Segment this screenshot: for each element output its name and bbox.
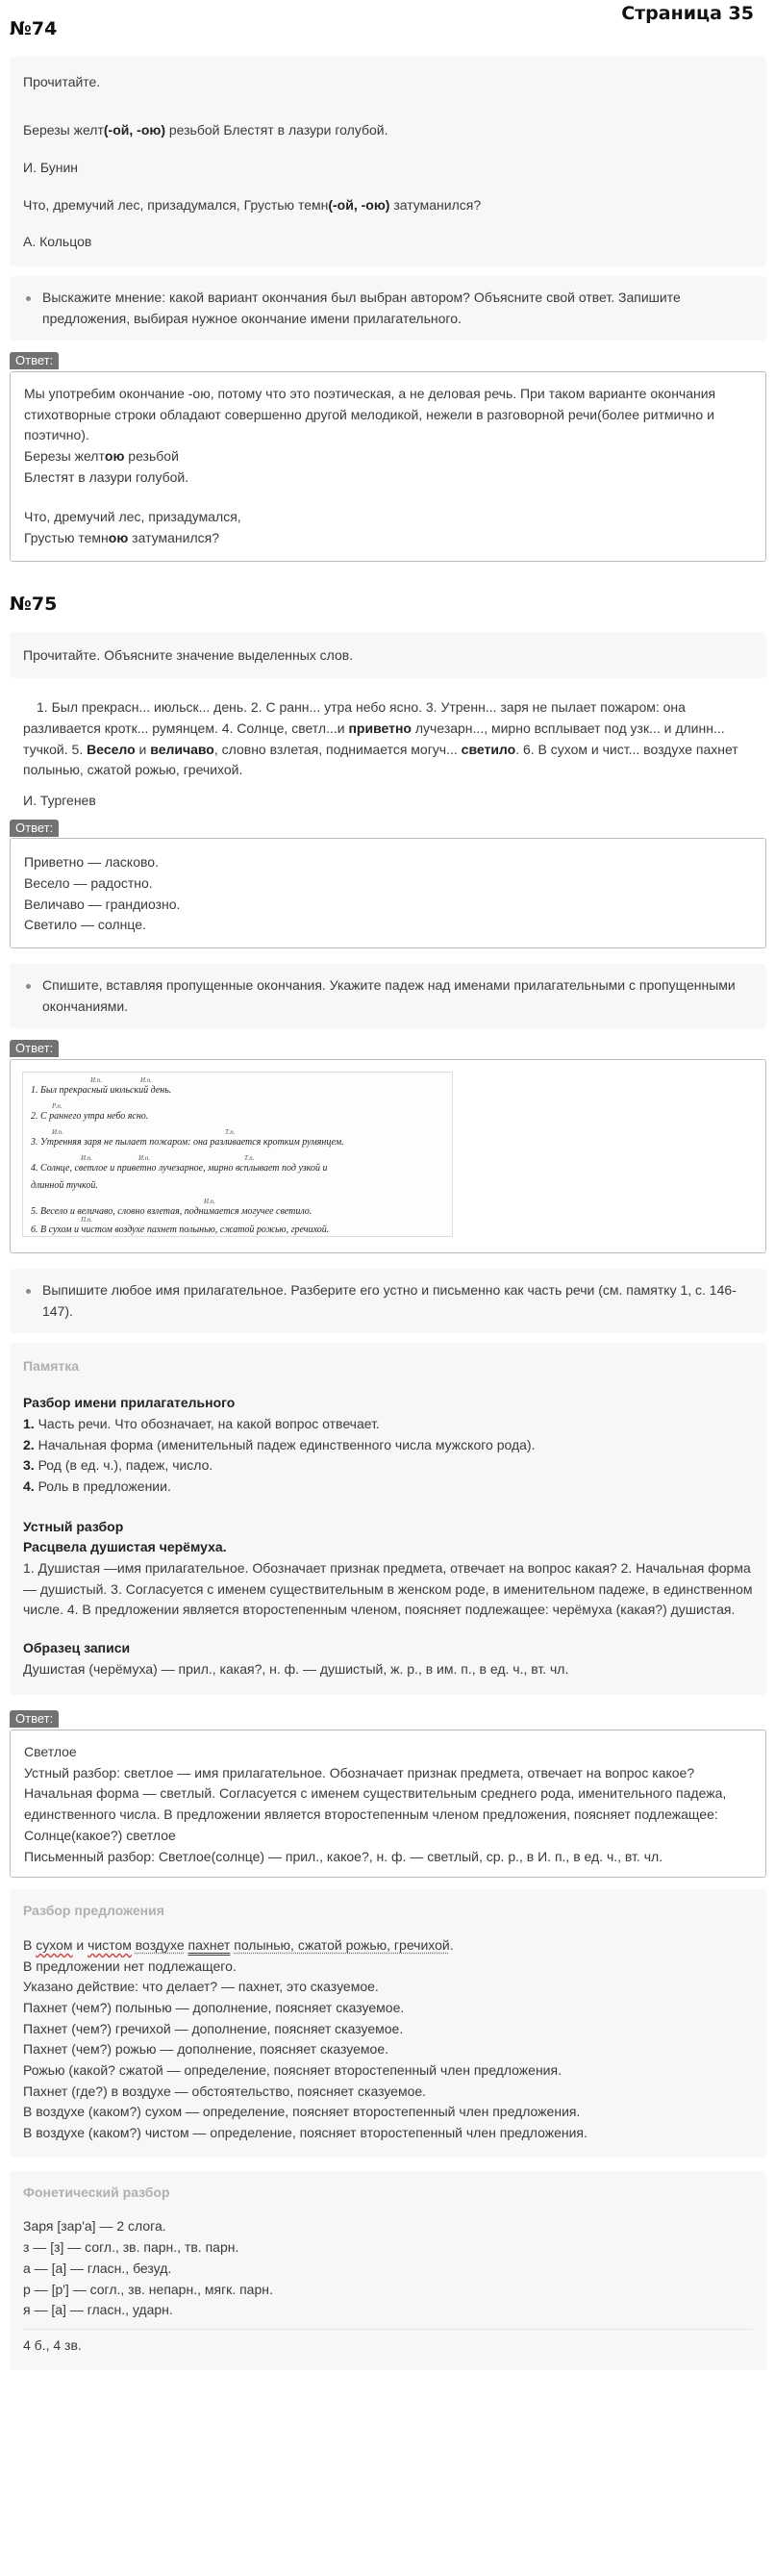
case-label: И.п. (140, 1076, 153, 1085)
answer-block (10, 1038, 766, 1253)
sentence-parse-box (10, 1889, 766, 2158)
task-75-instruction-box (10, 632, 766, 678)
phonetic-line: Заря [зар'а] — 2 слога. (23, 2218, 166, 2235)
phonetic-summary: 4 б., 4 зв. (23, 2336, 82, 2353)
answer-text: затуманился? (128, 530, 219, 546)
task-bullet (10, 964, 766, 1028)
task-74-number: №74 (10, 18, 58, 39)
answer-box (10, 838, 766, 948)
memo-item-text: Начальная форма (именительный падеж единственного числа мужского рода). (34, 1436, 536, 1452)
text-fragment: , словно взлетая, поднимается могуч... (213, 741, 462, 757)
poem-text: затуманился? (389, 196, 482, 213)
parse-line: Рожью (какой? сжатой — определение, поясняет второстепенный член предложения. (23, 2062, 562, 2078)
memo-item-text: Часть речи. Что обозначает, на какой вопрос отвечает. (34, 1415, 380, 1431)
task-75-text (10, 678, 766, 781)
answer-text: резьбой (124, 448, 179, 464)
answer-line: Приветно — ласково. (24, 854, 159, 871)
parse-text: и (72, 1936, 88, 1953)
task-74-section (10, 15, 766, 562)
answer-line (24, 528, 752, 549)
parse-line: Пахнет (чем?) гречихой — дополнение, поясняет сказуемое. (23, 2020, 404, 2036)
text-fragment: . 6. В сухом и чист... воздухе пахнет полынью, сжатой рожью, гречихой. (23, 741, 738, 778)
answer-box (10, 1730, 766, 1878)
parse-line: В воздухе (каком?) сухом — определение, поясняет второстепенный член предложения. (23, 2104, 581, 2120)
memo-item-number: 3. (23, 1457, 35, 1474)
answer-line: Солнце(какое?) светлое (24, 1827, 176, 1843)
memo-item-text: Роль в предложении. (34, 1477, 171, 1494)
scan-line: 4. Солнце, светлое и приветно лучезарное, мирно всплывает под узкой и (31, 1163, 328, 1174)
parse-text: В (23, 1936, 37, 1953)
parse-word: чистом (88, 1936, 132, 1953)
case-label: И.п. (90, 1076, 103, 1085)
parse-line: Пахнет (чем?) полынью — дополнение, поясняет сказуемое. (23, 1999, 405, 2015)
highlighted-word: светило (461, 741, 516, 757)
case-label: Т.п. (225, 1128, 236, 1137)
task-75-section (10, 591, 766, 2370)
memo-item-text: Род (в ед. ч.), падеж, число. (34, 1457, 213, 1474)
phonetic-title: Фонетический разбор (23, 2184, 170, 2200)
answer-tag: Ответ: (10, 1040, 59, 1057)
memo-item (23, 1477, 753, 1498)
memo-item-number: 4. (23, 1477, 35, 1494)
answer-box (10, 371, 766, 562)
scan-line: 2. С раннего утра небо ясно. (31, 1111, 149, 1123)
answer-box (10, 1059, 766, 1253)
memo-heading: Разбор имени прилагательного (23, 1395, 236, 1411)
poem-line-1 (23, 120, 753, 141)
scan-line: 1. Был прекрасный июльский день. (31, 1085, 172, 1097)
highlighted-word: Весело (87, 741, 136, 757)
answer-tag: Ответ: (10, 820, 59, 837)
memo-heading: Устный разбор (23, 1518, 124, 1534)
scan-line: длинной тучкой. (31, 1180, 98, 1192)
answer-text: Березы желт (24, 448, 105, 464)
sentence-parse-title: Разбор предложения (23, 1903, 164, 1919)
memo-item (23, 1414, 753, 1435)
answer-tag: Ответ: (10, 352, 59, 369)
memo-box (10, 1343, 766, 1695)
answer-line: Устный разбор: светлое — имя прилагательное. Обозначает признак предмета, отвечает на вопрос какое? Начальная форма — светлый. Согласуется с именем существительным среднего рода, именительного падежа, единственного числа. В предложении является второстепенным членом предложения, поясняет подлежащее: (24, 1764, 727, 1823)
scan-line: 3. Утренняя заря не пылает пожаром: она разливается кротким румянцем. (31, 1137, 344, 1149)
answer-line: Светило — солнце. (24, 917, 146, 933)
highlighted-word: величаво (150, 741, 214, 757)
answer-line: Величаво — грандиозно. (24, 896, 181, 912)
author-name: И. Тургенев (23, 792, 96, 808)
phonetic-line: а — [а] — гласн., безуд. (23, 2260, 172, 2276)
parse-word: сухом (36, 1936, 73, 1953)
answer-block (10, 818, 766, 948)
divider (23, 2329, 753, 2357)
handwritten-answer-image (22, 1072, 453, 1237)
poem-text: Березы желт (23, 122, 104, 139)
parsed-sentence (23, 1935, 753, 1957)
poem-text: резьбой Блестят в лазури голубой. (164, 122, 388, 139)
task-bullet (10, 1269, 766, 1333)
answer-line: Что, дремучий лес, призадумался, (24, 509, 241, 525)
memo-item-number: 2. (23, 1436, 35, 1452)
memo-item (23, 1435, 753, 1456)
answer-line: Блестят в лазури голубой. (24, 468, 189, 485)
case-label: И.п. (204, 1198, 216, 1206)
highlighted-word: приветно (348, 720, 412, 736)
author-name: А. Кольцов (23, 234, 92, 250)
memo-text: Душистая (черёмуха) — прил., какая?, н. ф. — душистый, ж. р., в им. п., в ед. ч., вт. чл. (23, 1660, 569, 1677)
parse-text: . (449, 1936, 454, 1953)
instruction: Прочитайте. Объясните значение выделенных слов. (23, 647, 354, 664)
page-label: Страница 35 (621, 3, 754, 24)
answer-line: Светлое (24, 1744, 77, 1760)
answer-ending: ою (104, 448, 125, 464)
memo-heading: Образец записи (23, 1640, 131, 1655)
case-label: Т.п. (244, 1154, 255, 1163)
task-bullet-text: Спишите, вставляя пропущенные окончания. Укажите падеж над именами прилагательными с пропущенными окончаниями. (42, 977, 736, 1014)
case-label: И.п. (81, 1154, 93, 1163)
text-fragment: и (135, 741, 151, 757)
parse-line: В предложении нет подлежащего. (23, 1957, 237, 1974)
case-label: Р.п. (52, 1102, 62, 1111)
poem-line-2 (23, 195, 753, 216)
task-bullet-text: Выскажите мнение: какой вариант окончания был выбран автором? Объясните свой ответ. Запишите предложения, выбирая нужное окончание имени прилагательного. (42, 289, 681, 326)
task-74-text-box (10, 57, 766, 265)
answer-line (24, 446, 752, 467)
parse-word: полынью, сжатой рожью, гречихой (234, 1936, 450, 1953)
answer-ending: ою (108, 530, 129, 546)
answer-text: Грустью темн (24, 530, 109, 546)
task-bullet (10, 276, 766, 341)
answer-line: Весело — радостно. (24, 874, 153, 891)
poem-ending-options: (-ой, -ою) (328, 196, 390, 213)
instruction: Прочитайте. (23, 74, 101, 90)
memo-text: 1. Душистая —имя прилагательное. Обозначает признак предмета, отвечает на вопрос какая? 2. Начальная форма — душистый. 3. Согласуется с именем существительным в женском роде, в именительном падеже, в единственном числе. 4. В предложении является второстепенным членом, поясняет подлежащее: черёмуха (какая?) душистая. (23, 1559, 753, 1618)
memo-example: Расцвела душистая черёмуха. (23, 1539, 227, 1555)
answer-block (10, 350, 766, 562)
case-label: П.п. (81, 1216, 93, 1225)
case-label: И.п. (138, 1154, 151, 1163)
memo-item-number: 1. (23, 1415, 35, 1431)
author-name: И. Бунин (23, 159, 79, 175)
scan-line: 6. В сухом и чистом воздухе пахнет полынью, сжатой рожью, гречихой. (31, 1225, 330, 1236)
task-bullet-text: Выпишите любое имя прилагательное. Разберите его устно и письменно как часть речи (см. памятку 1, с. 146-147). (42, 1282, 737, 1319)
phonetic-box (10, 2171, 766, 2370)
answer-line: Мы употребим окончание -ою, потому что это поэтическая, а не деловая речь. При таком варианте окончания стихотворные строки обладают совершенно другой мелодикой, нежели в разговорной речи(более ритмично и поэтично). (24, 385, 716, 443)
parse-line: Пахнет (чем?) рожью — дополнение, поясняет сказуемое. (23, 2041, 389, 2058)
parse-word: воздухе (135, 1936, 185, 1953)
text-fragment: лучезарн..., мирно всплывает под узк... и длинн... тучкой. 5. (23, 720, 725, 757)
memo-item (23, 1455, 753, 1477)
phonetic-line: з — [з] — согл., зв. парн., тв. парн. (23, 2239, 239, 2256)
answer-tag: Ответ: (10, 1710, 59, 1728)
parse-line: Пахнет (где?) в воздухе — обстоятельство, поясняет сказуемое. (23, 2083, 427, 2099)
answer-line: Письменный разбор: Светлое(солнце) — прил., какое?, н. ф. — светлый, ср. р., в И. п., в ед. ч., вт. чл. (24, 1848, 663, 1864)
scan-line: 5. Весело и величаво, словно взлетая, поднимается могучее светило. (31, 1206, 312, 1218)
parse-word: пахнет (188, 1936, 231, 1953)
poem-ending-options: (-ой, -ою) (103, 122, 165, 139)
answer-block (10, 1708, 766, 1878)
task-75-number: №75 (10, 593, 58, 615)
phonetic-line: р — [р'] — согл., зв. непарн., мягк. парн. (23, 2281, 273, 2297)
parse-line: Указано действие: что делает? — пахнет, это сказуемое. (23, 1979, 379, 1995)
poem-text: Что, дремучий лес, призадумался, Грустью темн (23, 196, 329, 213)
phonetic-line: я — [а] — гласн., ударн. (23, 2302, 173, 2318)
parse-line: В воздухе (каком?) чистом — определение, поясняет второстепенный член предложения. (23, 2125, 588, 2141)
memo-title: Памятка (23, 1358, 80, 1375)
case-label: И.п. (52, 1128, 64, 1137)
text-fragment: 1. Был прекрасн... июльск... день. 2. С ранн... утра небо ясно. 3. Утренн... заря не пылает пожаром: она разливается кротк... румянцем. 4. Солнце, светл...и (23, 699, 686, 736)
